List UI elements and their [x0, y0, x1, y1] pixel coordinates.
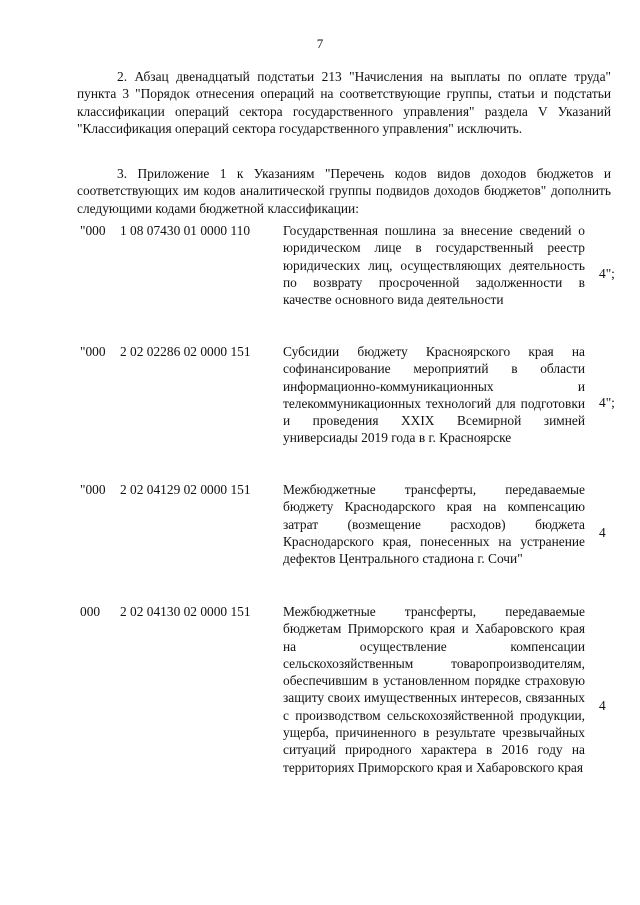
- analytic-group-code: 4";: [599, 395, 615, 410]
- admin-code: "000: [80, 223, 106, 238]
- analytic-group-code: 4";: [599, 266, 615, 281]
- page-number: 7: [316, 36, 324, 51]
- revenue-name: Субсидии бюджету Красноярского края на софинансирование мероприятий в области информационно-коммуникационных и телекоммуникационных технологий для подготовки и проведения XXIX Всемирной зимней универсиады 2019 года в г. Красноярске: [283, 344, 585, 446]
- budget-classification-code: 2 02 04130 02 0000 151: [120, 604, 251, 619]
- revenue-name: Межбюджетные трансферты, передаваемые бюджету Краснодарского края на компенсацию затрат (возмещение расходов) бюджета Краснодарского края, понесенных на устранение дефектов Центрального стадиона г. Сочи": [283, 482, 585, 567]
- admin-code: "000: [80, 482, 106, 497]
- budget-classification-code: 1 08 07430 01 0000 110: [120, 223, 251, 238]
- admin-code: 000: [80, 604, 101, 619]
- analytic-group-code: 4: [599, 525, 606, 540]
- budget-classification-code: 2 02 04129 02 0000 151: [120, 482, 251, 497]
- admin-code: "000: [80, 344, 106, 359]
- revenue-name: Государственная пошлина за внесение сведений о юридическом лице в государственный реестр юридических лиц, осуществляющих деятельность по возврату просроченной задолженности в качестве основного вида деятельности: [283, 223, 585, 308]
- paragraph-item-3: 3. Приложение 1 к Указаниям "Перечень кодов видов доходов бюджетов и соответствующих им кодов аналитической группы подвидов доходов бюджетов" дополнить следующими кодами бюджетной классификации:: [77, 166, 611, 216]
- analytic-group-code: 4: [599, 698, 606, 713]
- paragraph-item-2: 2. Абзац двенадцатый подстатьи 213 "Начисления на выплаты по оплате труда" пункта 3 "Порядок отнесения операций на соответствующие группы, статьи и подстатьи классификации операций сектора государственного управления" раздела V Указаний "Классификация операций сектора государственного управления" исключить.: [77, 69, 611, 136]
- budget-classification-code: 2 02 02286 02 0000 151: [120, 344, 251, 359]
- revenue-name: Межбюджетные трансферты, передаваемые бюджетам Приморского края и Хабаровского края на осуществление компенсации сельскохозяйственным товаропроизводителям, обеспечившим в установленном порядке страховую защиту своих имущественных интересов, связанных с производством сельскохозяйственной продукции, ущерба, причиненного в результате чрезвычайных ситуаций природного характера в 2016 году на территориях Приморского края и Хабаровского края: [283, 604, 585, 775]
